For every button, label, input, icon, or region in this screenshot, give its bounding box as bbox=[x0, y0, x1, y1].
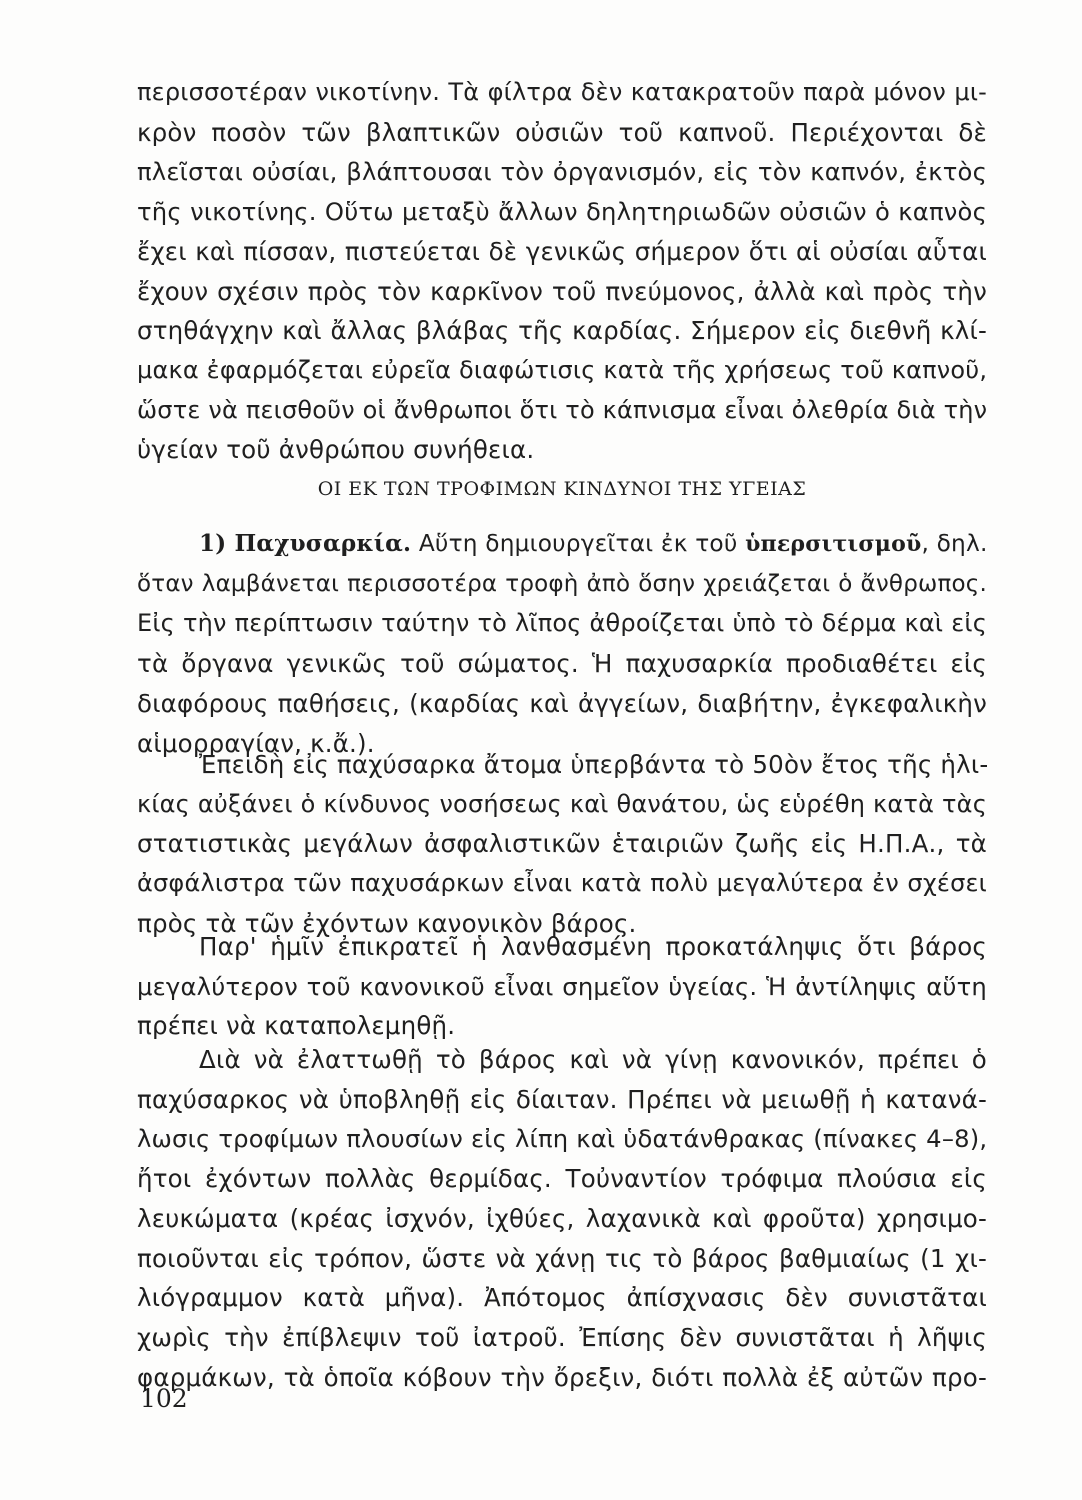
section-heading: ΟΙ ΕΚ ΤΩΝ ΤΡΟΦΙΜΩΝ ΚΙΝΔΥΝΟΙ ΤΗΣ ΥΓΕΙΑΣ bbox=[317, 478, 807, 500]
page-number: 102 bbox=[140, 1384, 188, 1413]
text-line: στηθάγχην καὶ ἄλλας βλάβας τῆς καρδίας. Σήμερον εἰς διεθνῆ κλί- bbox=[137, 316, 987, 346]
paragraph-obesity bbox=[137, 524, 987, 763]
text-line: Εἰς τὴν περίπτωσιν ταύτην τὸ λῖπος ἀθροίζεται ὑπὸ τὸ δέρμα καὶ εἰς bbox=[137, 609, 987, 638]
text-line: μεγαλύτερον τοῦ κανονικοῦ εἶναι σημεῖον ὑγείας. Ἡ ἀντίληψις αὕτη bbox=[137, 971, 987, 1001]
text-line: φαρμάκων, τὰ ὁποῖα κόβουν τὴν ὄρεξιν, διότι πολλὰ ἐξ αὐτῶν προ- bbox=[137, 1362, 987, 1392]
emphasis-term: ὑπερσιτισμοῦ bbox=[745, 531, 922, 557]
text-line: πρέπει νὰ καταπολεμηθῇ. bbox=[137, 1011, 456, 1041]
text-line: ὥστε νὰ πεισθοῦν οἱ ἄνθρωποι ὅτι τὸ κάπνισμα εἶναι ὀλεθρία διὰ τὴν bbox=[137, 395, 988, 424]
text-line: ἔχουν σχέσιν πρὸς τὸν καρκῖνον τοῦ πνεύμονος, ἀλλὰ καὶ πρὸς τὴν bbox=[137, 276, 987, 306]
text-line: ὑγείαν τοῦ ἀνθρώπου συνήθεια. bbox=[137, 435, 535, 465]
text-line: ἀσφάλιστρα τῶν παχυσάρκων εἶναι κατὰ πολὺ μεγαλύτερα ἐν σχέσει bbox=[137, 869, 987, 898]
text-line: διαφόρους παθήσεις, (καρδίας καὶ ἀγγείων, διαβήτην, ἐγκεφαλικὴν bbox=[137, 688, 987, 718]
paragraph-insurance bbox=[137, 745, 987, 944]
text-line: ἔχει καὶ πίσσαν, πιστεύεται δὲ γενικῶς σήμερον ὅτι αἱ οὐσίαι αὗται bbox=[137, 236, 987, 266]
text-line: ὅταν λαμβάνεται περισσοτέρα τροφὴ ἀπὸ ὅσην χρειάζεται ὁ ἄνθρωπος. bbox=[137, 570, 987, 597]
text-line: λιόγραμμον κατὰ μῆνα). Ἀπότομος ἀπίσχνασις δὲν συνιστᾶται bbox=[137, 1283, 987, 1313]
text-line: πρὸς τὰ τῶν ἐχόντων κανονικὸν βάρος. bbox=[137, 908, 637, 938]
text-line-first bbox=[137, 524, 987, 565]
text-line: αἱμορραγίαν, κ.ἄ.). bbox=[137, 728, 375, 758]
text-line: παχύσαρκος νὰ ὑποβληθῇ εἰς δίαιταν. Πρέπει νὰ μειωθῇ ἡ κατανά- bbox=[137, 1084, 987, 1114]
text-line: λωσις τροφίμων πλουσίων εἰς λίπη καὶ ὑδατάνθρακας (πίνακες 4–8), bbox=[137, 1124, 988, 1154]
text-line: χωρὶς τὴν ἐπίβλεψιν τοῦ ἰατροῦ. Ἐπίσης δὲν συνιστᾶται ἡ λῆψις bbox=[137, 1322, 987, 1352]
text-line: πλεῖσται οὐσίαι, βλάπτουσαι τὸν ὀργανισμόν, εἰς τὸν καπνόν, ἐκτὸς bbox=[137, 157, 987, 187]
text-line: τῆς νικοτίνης. Οὕτω μεταξὺ ἄλλων δηλητηριωδῶν οὐσιῶν ὁ καπνὸς bbox=[137, 197, 987, 227]
text-line: στατιστικὰς μεγάλων ἀσφαλιστικῶν ἑταιριῶν ζωῆς εἰς Η.Π.Α., τὰ bbox=[137, 829, 987, 859]
text-line: Παρ' ἡμῖν ἐπικρατεῖ ἡ λανθασμένη προκατάληψις ὅτι βάρος bbox=[199, 932, 987, 961]
text-line: τὰ ὄργανα γενικῶς τοῦ σώματος. Ἡ παχυσαρκία προδιαθέτει εἰς bbox=[137, 649, 987, 679]
text-line: λευκώματα (κρέας ἰσχνόν, ἰχθύες, λαχανικὰ καὶ φροῦτα) χρησιμο- bbox=[137, 1203, 987, 1233]
text-fragment: , δηλ. bbox=[921, 530, 988, 557]
text-fragment: Αὕτη δημιουργεῖται ἐκ τοῦ bbox=[411, 530, 746, 557]
text-line: περισσοτέραν νικοτίνην. Τὰ φίλτρα δὲν κατακρατοῦν παρὰ μόνον μι- bbox=[137, 78, 987, 106]
text-line: ποιοῦνται εἰς τρόπον, ὥστε νὰ χάνῃ τις τὸ βάρος βαθμιαίως (1 χι- bbox=[137, 1243, 987, 1273]
text-line: Διὰ νὰ ἐλαττωθῇ τὸ βάρος καὶ νὰ γίνῃ κανονικόν, πρέπει ὁ bbox=[199, 1045, 987, 1074]
paragraph-diet bbox=[137, 1040, 987, 1397]
text-line: Ἐπειδὴ εἰς παχύσαρκα ἄτομα ὑπερβάντα τὸ 50ὸν ἔτος τῆς ἡλι- bbox=[199, 750, 989, 779]
text-line: ἤτοι ἐχόντων πολλὰς θερμίδας. Τοὐναντίον τρόφιμα πλούσια εἰς bbox=[137, 1164, 987, 1194]
text-line: μακα ἐφαρμόζεται εὐρεῖα διαφώτισις κατὰ τῆς χρήσεως τοῦ καπνοῦ, bbox=[137, 355, 988, 384]
paragraph-smoking bbox=[137, 73, 987, 470]
text-line: κρὸν ποσὸν τῶν βλαπτικῶν οὐσιῶν τοῦ καπνοῦ. Περιέχονται δὲ bbox=[137, 117, 987, 147]
section-label: 1) Παχυσαρκία. bbox=[199, 530, 412, 557]
text-line: κίας αὐξάνει ὁ κίνδυνος νοσήσεως καὶ θανάτου, ὡς εὑρέθη κατὰ τὰς bbox=[137, 789, 987, 818]
paragraph-misconception bbox=[137, 927, 987, 1046]
